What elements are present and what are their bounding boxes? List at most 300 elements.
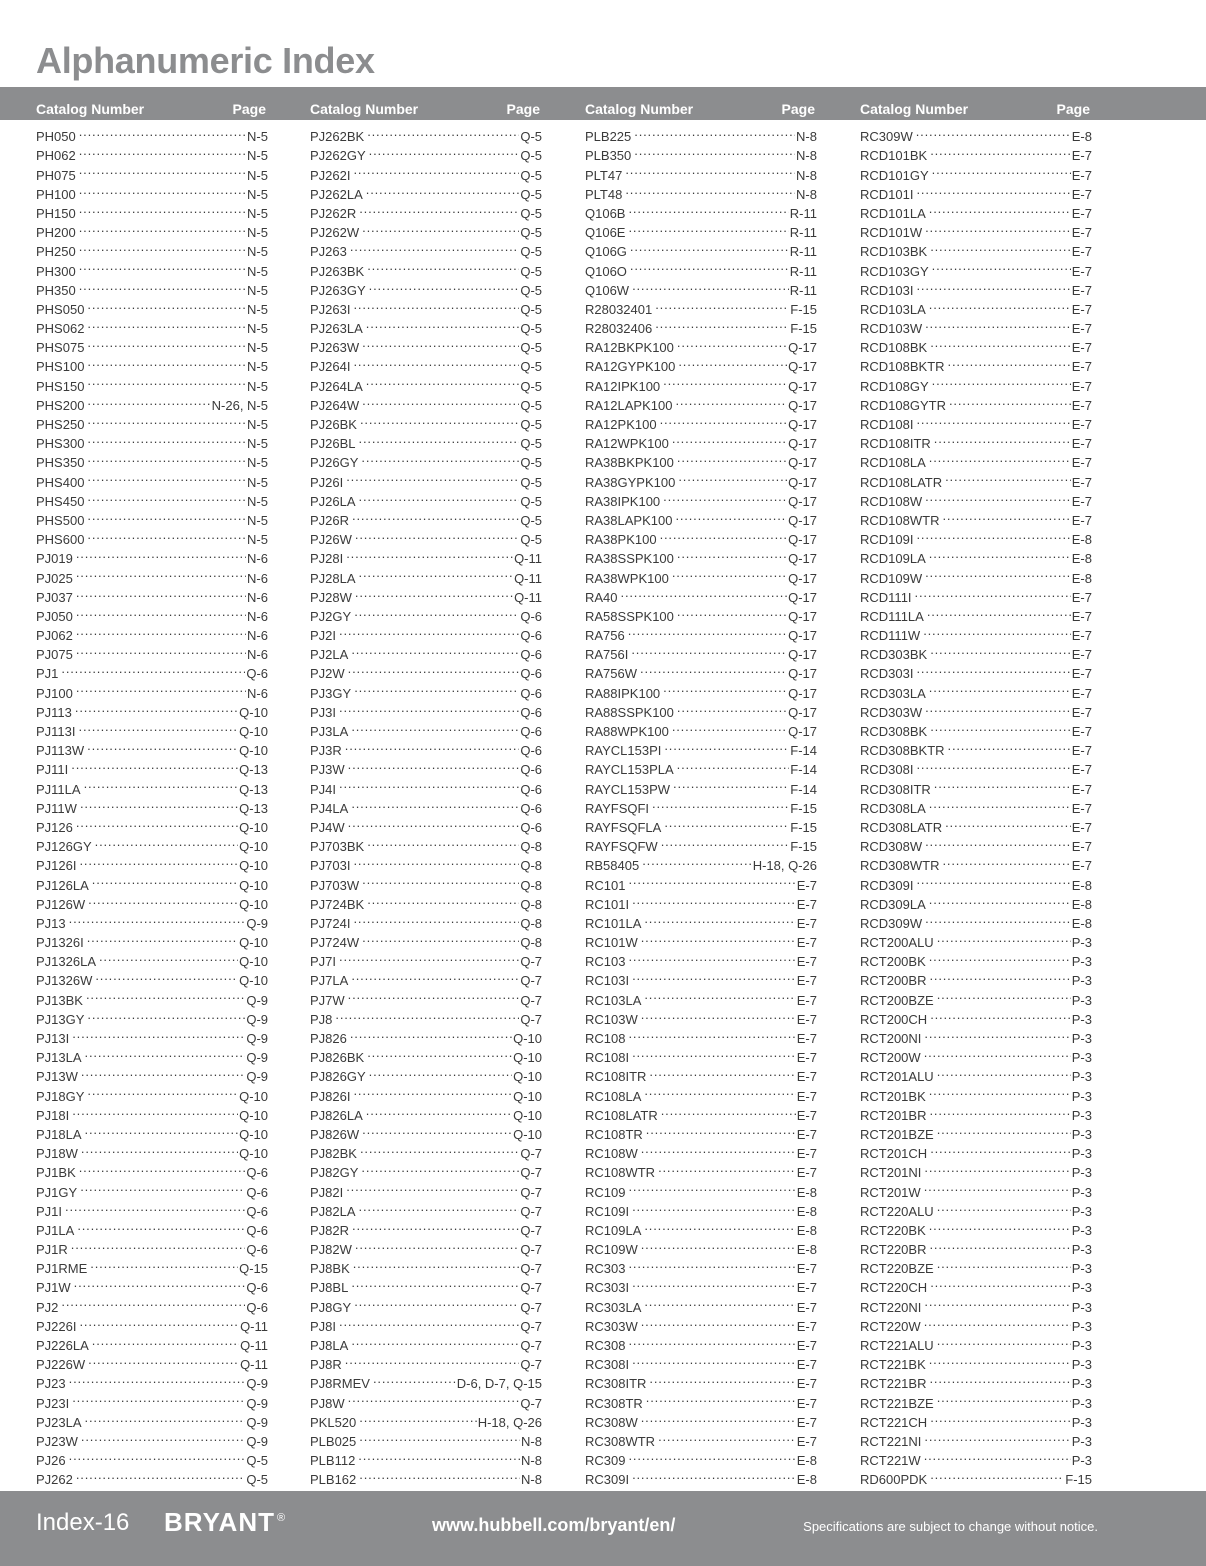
page-reference: E-7 (1071, 359, 1092, 375)
catalog-number: RA38PK100 (585, 532, 657, 548)
dot-leader (346, 813, 520, 832)
page-reference: Q-11 (514, 570, 542, 586)
dot-leader (935, 1388, 1071, 1407)
dot-leader (935, 1197, 1071, 1216)
dot-leader (928, 1005, 1071, 1024)
catalog-number: PJ263LA (310, 321, 363, 337)
index-entry (310, 985, 542, 1008)
index-column-4 (860, 87, 1092, 1488)
page-reference: E-7 (796, 973, 817, 989)
dot-leader (626, 199, 788, 218)
page-reference: E-7 (1071, 704, 1092, 720)
dot-leader (357, 563, 514, 582)
page-reference: Q-6 (246, 1165, 268, 1181)
dot-leader (79, 1427, 245, 1446)
catalog-number: RA756W (585, 666, 638, 682)
dot-leader (69, 1235, 246, 1254)
catalog-number: PJ26BK (310, 417, 357, 432)
dot-leader (927, 544, 1071, 563)
page-reference: E-7 (1071, 628, 1092, 644)
page-reference: Q-5 (520, 417, 542, 432)
catalog-number: RCT200CH (860, 1011, 928, 1027)
page-reference: Q-11 (514, 589, 542, 605)
index-entry (36, 1120, 268, 1142)
dot-leader (923, 832, 1071, 851)
catalog-number: PJ13 (36, 915, 66, 931)
catalog-number: PJ1326W (36, 973, 93, 989)
catalog-number: RCD111I (860, 589, 912, 605)
page-reference: N-5 (247, 436, 268, 452)
page-reference: N-5 (247, 493, 268, 509)
index-entry (36, 755, 268, 778)
dot-leader (83, 1120, 239, 1139)
page-reference: Q-17 (788, 512, 817, 528)
page-header: Page (506, 101, 540, 117)
dot-leader (77, 237, 246, 256)
catalog-number: PJ826BK (310, 1050, 365, 1066)
catalog-number: RAYFSQFLA (585, 819, 662, 835)
page-header: Page (781, 101, 815, 117)
catalog-number: PJ262GY (310, 148, 366, 164)
page-reference: R-11 (789, 244, 817, 260)
dot-leader (923, 314, 1071, 333)
dot-leader (88, 1254, 238, 1273)
page-reference: F-14 (790, 762, 817, 778)
dot-leader (74, 544, 246, 563)
catalog-number: PLT48 (585, 186, 623, 202)
dot-leader (914, 180, 1070, 199)
catalog-number: Q106W (585, 282, 630, 298)
page-reference: Q-6 (520, 743, 542, 759)
page-reference: Q-6 (520, 800, 542, 816)
index-entry (585, 602, 817, 624)
page-reference: Q-10 (239, 819, 268, 835)
dot-leader (638, 659, 787, 678)
dot-leader (619, 583, 788, 602)
page-reference: N-6 (247, 551, 268, 567)
page-reference: E-7 (1071, 244, 1092, 260)
page-reference: R-11 (789, 263, 817, 279)
page-reference: Q-17 (788, 724, 817, 739)
dot-leader (628, 256, 789, 275)
catalog-number: RA38BKPK100 (585, 455, 674, 471)
dot-leader (632, 122, 795, 141)
dot-leader (642, 1292, 795, 1311)
page-reference: E-7 (796, 935, 817, 951)
page-header: Page (232, 101, 266, 117)
catalog-number: PJ23 (36, 1376, 66, 1392)
catalog-number: RCT201BK (860, 1088, 926, 1104)
page-reference: F-14 (790, 781, 817, 797)
dot-leader (364, 314, 520, 333)
dot-leader (77, 180, 246, 199)
dot-leader (662, 736, 789, 755)
dot-leader (365, 122, 519, 141)
page-reference: E-7 (796, 992, 817, 1008)
dot-leader (630, 276, 789, 295)
catalog-number: RCD308W (860, 839, 923, 855)
page-reference: Q-17 (788, 647, 817, 663)
dot-leader (928, 237, 1071, 256)
dot-leader (349, 640, 519, 659)
dot-leader (364, 371, 520, 390)
dot-leader (922, 1043, 1071, 1062)
page-reference: E-7 (796, 1107, 817, 1123)
dot-leader (928, 141, 1071, 160)
dot-leader (930, 371, 1071, 390)
page-reference: Q-10 (239, 877, 268, 893)
catalog-number: RA12GYPK100 (585, 359, 676, 375)
catalog-number: RC309 (585, 1453, 626, 1469)
page-reference: Q-5 (520, 359, 542, 375)
index-entry (310, 1369, 542, 1392)
catalog-number: PJ23I (36, 1395, 70, 1411)
dot-leader (658, 410, 788, 429)
dot-leader (353, 583, 513, 602)
catalog-number: PLB350 (585, 148, 632, 164)
catalog-number: PLT47 (585, 167, 623, 183)
page-reference: Q-6 (520, 628, 542, 644)
catalog-number: PJ82GY (310, 1165, 359, 1181)
index-entry (310, 1388, 542, 1411)
page-reference: Q-13 (239, 781, 268, 797)
catalog-number: PJ8BL (310, 1280, 349, 1296)
catalog-number: PJ826W (310, 1126, 360, 1142)
catalog-number: RB58405 (585, 858, 640, 874)
catalog-number-header: Catalog Number (310, 101, 419, 117)
dot-leader (344, 1177, 519, 1196)
dot-leader (943, 467, 1071, 486)
page-reference: Q-7 (520, 1011, 542, 1027)
dot-leader (85, 506, 246, 525)
dot-leader (630, 1465, 796, 1484)
page-reference: N-5 (247, 340, 268, 356)
page-reference: Q-17 (788, 570, 817, 586)
page-reference: Q-5 (520, 493, 542, 509)
page-reference: N-5 (247, 186, 268, 202)
dot-leader (365, 832, 519, 851)
dot-leader (650, 794, 789, 813)
catalog-number: PHS062 (36, 321, 85, 337)
catalog-number: PJ262W (310, 225, 360, 241)
dot-leader (928, 1273, 1071, 1292)
page-reference: E-8 (1071, 915, 1092, 931)
dot-leader (364, 1101, 512, 1120)
page-reference: E-7 (796, 1031, 817, 1046)
dot-leader (352, 678, 519, 697)
catalog-number: RCT221CH (860, 1414, 928, 1430)
page-reference: P-3 (1071, 1107, 1092, 1123)
dot-leader (90, 1331, 239, 1350)
catalog-number: PJ3LA (310, 724, 349, 739)
dot-leader (85, 295, 246, 314)
dot-leader (675, 544, 787, 563)
dot-leader (74, 621, 246, 640)
dot-leader (365, 890, 519, 909)
catalog-number: PHS200 (36, 397, 85, 413)
catalog-number: RCT201BR (860, 1107, 927, 1123)
page-reference: Q-7 (520, 1222, 542, 1238)
dot-leader (349, 1331, 519, 1350)
page-reference: Q-7 (520, 1357, 542, 1373)
catalog-number: RC108TR (585, 1126, 643, 1142)
dot-leader (647, 1369, 795, 1388)
dot-leader (352, 602, 519, 621)
page-reference: Q-5 (520, 321, 542, 337)
dot-leader (349, 794, 519, 813)
dot-leader (346, 985, 520, 1004)
catalog-number: RCT220W (860, 1318, 921, 1334)
dot-leader (360, 218, 519, 237)
dot-leader (348, 237, 519, 256)
catalog-number: PJ4W (310, 819, 345, 835)
page-reference: Q-17 (788, 340, 817, 356)
dot-leader (670, 429, 787, 448)
page-reference: E-7 (796, 1414, 817, 1430)
dot-leader (647, 1062, 795, 1081)
page-reference: E-8 (1071, 551, 1092, 567)
dot-leader (914, 276, 1070, 295)
page-reference: N-5 (247, 301, 268, 317)
dot-leader (85, 736, 238, 755)
page-reference: R-11 (789, 225, 817, 241)
page-reference: P-3 (1071, 1050, 1092, 1066)
page-reference: E-7 (796, 1338, 817, 1353)
catalog-number: RCD101BK (860, 148, 928, 164)
page-reference: E-7 (1071, 839, 1092, 855)
page-reference: P-3 (1071, 1433, 1092, 1449)
dot-leader (927, 1101, 1070, 1120)
dot-leader (930, 160, 1071, 179)
catalog-number: PH100 (36, 186, 76, 202)
dot-leader (85, 1005, 245, 1024)
catalog-number: PJ8RMEV (310, 1376, 370, 1392)
dot-leader (357, 1427, 520, 1446)
catalog-number: RC108I (585, 1050, 630, 1066)
dot-leader (626, 1446, 795, 1465)
catalog-number: PJ062 (36, 628, 73, 644)
catalog-number: PJ724I (310, 915, 351, 931)
dot-leader (346, 755, 520, 774)
dot-leader (350, 1216, 519, 1235)
catalog-number: PHS300 (36, 436, 85, 452)
catalog-number: RC109LA (585, 1222, 642, 1238)
page-reference: E-7 (1071, 800, 1092, 816)
page-reference: Q-5 (520, 474, 542, 490)
catalog-number: PHS050 (36, 301, 85, 317)
catalog-number: RCD108I (860, 417, 914, 432)
page-reference: E-7 (796, 915, 817, 931)
dot-leader (623, 160, 795, 179)
page-reference: E-7 (1071, 321, 1092, 337)
catalog-number: RCD108WTR (860, 512, 940, 528)
page-reference: E-8 (1071, 570, 1092, 586)
dot-leader (653, 295, 789, 314)
page-reference: E-7 (1071, 340, 1092, 356)
catalog-number: PJ82I (310, 1184, 344, 1200)
catalog-number: PJ11W (36, 800, 77, 816)
dot-leader (927, 947, 1071, 966)
dot-leader (670, 717, 787, 736)
dot-leader (658, 525, 788, 544)
column-header (310, 87, 542, 120)
dot-leader (639, 1139, 796, 1158)
catalog-number: PLB162 (310, 1472, 357, 1488)
index-entry (36, 1043, 268, 1066)
catalog-number: PJ26LA (310, 493, 356, 509)
page-reference: E-8 (796, 1184, 817, 1200)
dot-leader (69, 755, 238, 774)
page-reference: Q-6 (246, 1203, 268, 1219)
page-reference: P-3 (1071, 1031, 1092, 1046)
page-reference: Q-6 (520, 762, 542, 778)
dot-leader (357, 429, 520, 448)
dot-leader (351, 1081, 512, 1100)
page-reference: E-7 (1071, 724, 1092, 739)
dot-leader (337, 774, 519, 793)
website-link[interactable]: www.hubbell.com/bryant/en/ (432, 1515, 676, 1535)
index-entry (310, 122, 542, 145)
catalog-number: RCD103LA (860, 301, 926, 317)
catalog-number: PJ82LA (310, 1203, 356, 1219)
catalog-number: RC303LA (585, 1299, 642, 1315)
page-reference: E-7 (1071, 263, 1092, 279)
dot-leader (630, 1273, 796, 1292)
dot-leader (661, 487, 787, 506)
catalog-number: RCT221BK (860, 1357, 926, 1373)
catalog-number: RCT221NI (860, 1433, 922, 1449)
page-reference: P-3 (1071, 1184, 1092, 1200)
page-reference: P-3 (1071, 973, 1092, 989)
catalog-number: RCT201ALU (860, 1069, 934, 1085)
page-reference: N-26, N-5 (211, 397, 268, 413)
catalog-number: PJ262 (36, 1472, 73, 1488)
page-reference: F-15 (790, 301, 817, 317)
catalog-number: RAYCL153PLA (585, 762, 674, 778)
dot-leader (914, 870, 1070, 889)
page-reference: Q-7 (520, 973, 542, 989)
page-reference: P-3 (1071, 1261, 1092, 1277)
index-entry (36, 1235, 268, 1258)
page-reference: E-7 (796, 1376, 817, 1392)
dot-leader (67, 909, 246, 928)
column-header (36, 87, 268, 120)
dot-leader (73, 698, 238, 717)
page-reference: Q-5 (520, 205, 542, 221)
page-reference: Q-10 (239, 839, 268, 855)
catalog-number: RCD108ITR (860, 436, 931, 452)
page-reference: N-8 (796, 129, 817, 145)
dot-leader (346, 659, 520, 678)
dot-leader (927, 1216, 1071, 1235)
catalog-number: RC109 (585, 1184, 626, 1200)
page-reference: E-8 (1071, 896, 1092, 912)
page-reference: N-5 (247, 512, 268, 528)
catalog-number: PJ7I (310, 954, 337, 970)
index-entry (36, 1369, 268, 1392)
catalog-number: PJ826 (310, 1031, 347, 1046)
index-entry (36, 122, 268, 145)
catalog-number: RCT200W (860, 1050, 921, 1066)
catalog-number: RD600PDK (860, 1472, 928, 1488)
catalog-number: PJ18I (36, 1107, 70, 1123)
page-reference: Q-9 (246, 1031, 268, 1046)
catalog-number: RCD108GYTR (860, 397, 946, 413)
catalog-number: PJ4LA (310, 800, 349, 816)
catalog-number: RCD108W (860, 493, 923, 509)
catalog-number: PLB112 (310, 1453, 356, 1469)
index-entry (310, 774, 542, 797)
dot-leader (670, 563, 787, 582)
dot-leader (77, 199, 246, 218)
dot-leader (77, 218, 246, 237)
catalog-number: RA88IPK100 (585, 685, 661, 701)
page-reference: Q-6 (520, 647, 542, 663)
dot-leader (350, 506, 519, 525)
dot-leader (351, 160, 519, 179)
dot-leader (97, 947, 238, 966)
page-reference: N-5 (247, 474, 268, 490)
page-reference: Q-7 (520, 1261, 542, 1277)
catalog-number: RCD308I (860, 762, 914, 778)
page-reference: N-5 (247, 263, 268, 279)
catalog-number: PJ126W (36, 896, 86, 912)
catalog-number: PJ826LA (310, 1107, 363, 1123)
dot-leader (344, 467, 519, 486)
index-entry (310, 544, 542, 567)
catalog-number: RCD308LATR (860, 819, 943, 835)
dot-leader (344, 544, 513, 563)
catalog-number: PJ1LA (36, 1222, 75, 1238)
catalog-number: RCD309W (860, 915, 923, 931)
page-reference: Q-17 (788, 359, 817, 375)
dot-leader (356, 1446, 520, 1465)
catalog-number: RA38WPK100 (585, 570, 669, 586)
catalog-number: RCD101LA (860, 205, 926, 221)
page-reference: N-5 (247, 167, 268, 183)
index-entry (36, 774, 268, 797)
catalog-number: PJ13I (36, 1031, 70, 1046)
dot-leader (85, 333, 246, 352)
page-reference: Q-6 (246, 1184, 268, 1200)
dot-leader (925, 602, 1071, 621)
page-reference: E-8 (796, 1222, 817, 1238)
catalog-number: PJ126I (36, 858, 77, 874)
dot-leader (79, 1139, 238, 1158)
catalog-number: R28032406 (585, 321, 653, 337)
page-reference: Q-17 (788, 551, 817, 567)
dot-leader (70, 1101, 238, 1120)
page-reference: P-3 (1071, 1088, 1092, 1104)
catalog-number: RC108WTR (585, 1165, 656, 1181)
page-index-label: Index-16 (36, 1509, 130, 1536)
catalog-number: PJ13W (36, 1069, 78, 1085)
page-reference: P-3 (1071, 1453, 1092, 1469)
dot-leader (85, 410, 246, 429)
dot-leader (928, 1408, 1071, 1427)
page-reference: F-15 (790, 321, 817, 337)
dot-leader (85, 352, 246, 371)
dot-leader (927, 794, 1071, 813)
catalog-number: PJ100 (36, 685, 73, 701)
index-entry (36, 1024, 268, 1046)
catalog-number: PJ1RME (36, 1261, 88, 1277)
catalog-number: RCD308WTR (860, 858, 940, 874)
page-reference: E-7 (796, 1299, 817, 1315)
page-reference: E-7 (1071, 301, 1092, 317)
index-entry (310, 794, 542, 816)
dot-leader (74, 1465, 245, 1484)
